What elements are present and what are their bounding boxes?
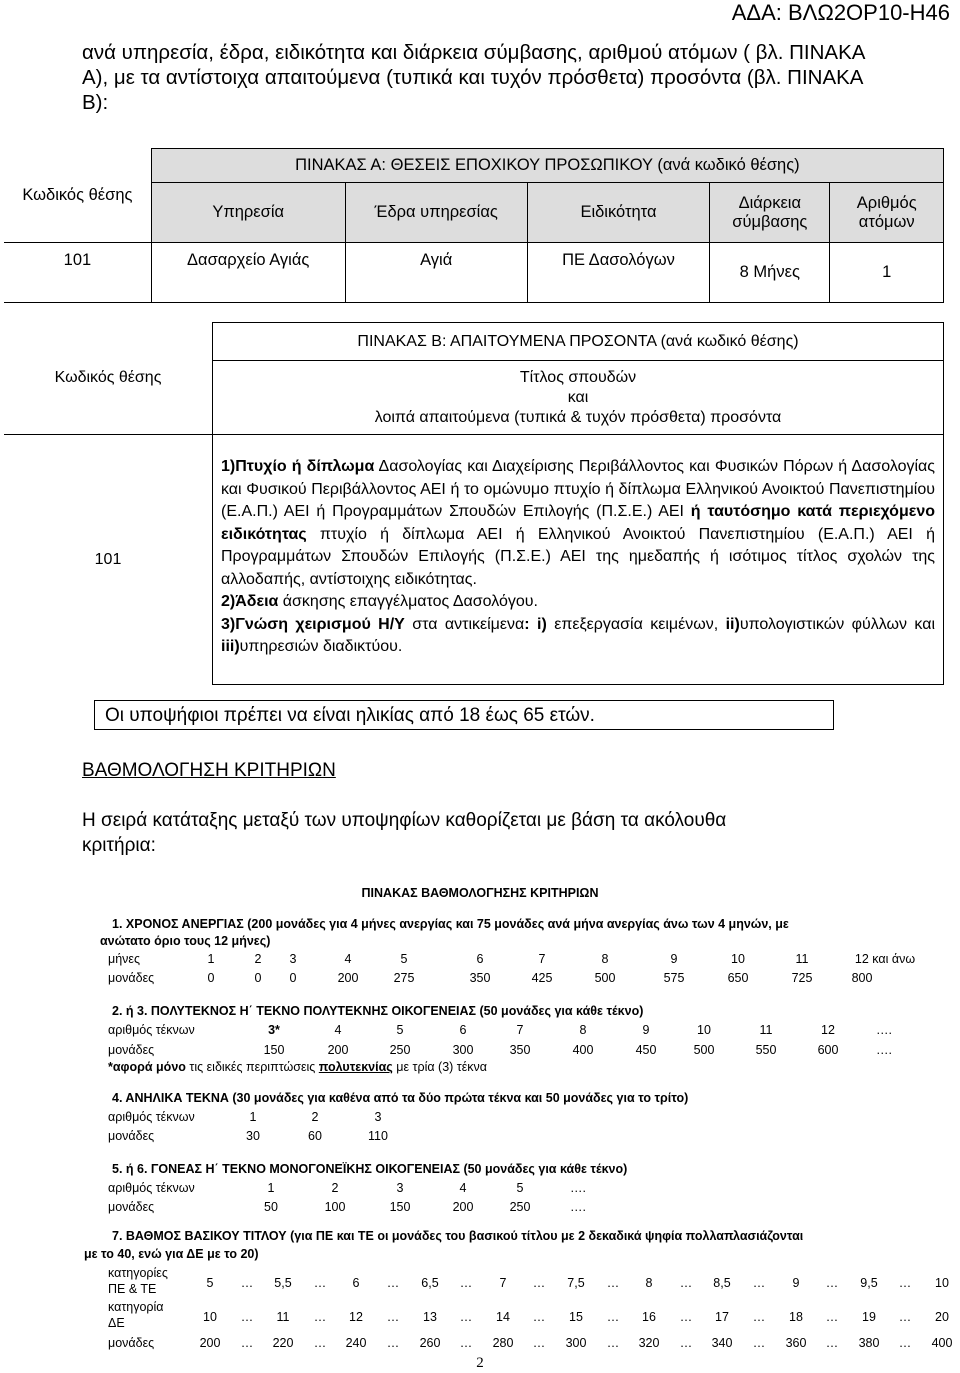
c2-children-cell: 7 <box>516 1023 524 1037</box>
c7-points-cell: … <box>752 1336 766 1350</box>
c2-note <box>108 1060 487 1074</box>
c2-children-cell: 12 <box>821 1023 835 1037</box>
c1-label-months: μήνες <box>108 952 141 966</box>
q3-text-a: στα αντικείμενα <box>404 615 525 633</box>
b-col-titles <box>213 361 944 435</box>
c1-points-cell: 350 <box>469 971 491 985</box>
c1-points-cell: 500 <box>594 971 616 985</box>
c7-points-cell: … <box>606 1336 620 1350</box>
c2-note-e: με τρία (3) τέκνα <box>392 1060 488 1074</box>
c1-points-cell: 275 <box>393 971 415 985</box>
c7-points-cell: … <box>459 1336 473 1350</box>
scoring-intro: Η σειρά κατάταξης μεταξύ των υποψηφίων καθορίζεται με βάση τα ακόλουθα κριτήρια: <box>82 810 727 856</box>
c1-points-cell: 0 <box>289 971 297 985</box>
c7-points-cell: 300 <box>565 1336 587 1350</box>
c1-points-cell: 800 <box>851 971 873 985</box>
c7-points-cell: … <box>240 1336 254 1350</box>
c7-label-de-1: κατηγορία <box>108 1300 164 1314</box>
c1-points-cell: 0 <box>254 971 262 985</box>
c1-months-cell: 7 <box>538 952 546 966</box>
c2-children-cell: 9 <box>642 1023 650 1037</box>
c4-points-cell: 110 <box>368 1129 388 1143</box>
c7-points-cell: 360 <box>785 1336 807 1350</box>
c5-children-cell: 1 <box>267 1181 275 1195</box>
c7-de-cell: … <box>240 1310 254 1324</box>
page-number: 2 <box>476 1355 484 1371</box>
c7-de-cell: 19 <box>862 1310 876 1324</box>
c7-de-cell: … <box>679 1310 693 1324</box>
qualifications-cell <box>213 435 944 685</box>
c2-points-cell: 150 <box>263 1043 285 1057</box>
c7-pe-cell: 5,5 <box>274 1276 292 1290</box>
c7-points-cell: … <box>679 1336 693 1350</box>
c2-children-cell: 11 <box>759 1023 773 1037</box>
q2-label: 2)Άδεια <box>221 593 279 611</box>
table-a <box>4 148 944 303</box>
c1-months-cell: 12 και άνω <box>854 952 916 966</box>
c7-de-cell: … <box>825 1310 839 1324</box>
c4-label-children: αριθμός τέκνων <box>108 1110 195 1124</box>
c5-points-cell: 200 <box>452 1200 474 1214</box>
c1-points-cell: 725 <box>791 971 813 985</box>
c7-pe-cell: … <box>240 1276 254 1290</box>
c2-children-cell: …. <box>876 1023 892 1037</box>
c7-pe-cell: 9,5 <box>860 1276 878 1290</box>
c7-de-cell: 20 <box>935 1310 949 1324</box>
c1-title-1: 1. ΧΡΟΝΟΣ ΑΝΕΡΓΙΑΣ (200 μονάδες για 4 μήνες ανεργίας και 75 μονάδες ανά μήνα ανεργίας άνω των 4 μηνών, με <box>112 917 789 931</box>
c1-title-2: ανώτατο όριο τους 12 μήνες) <box>100 934 271 948</box>
c4-children-cell: 1 <box>249 1110 257 1124</box>
c7-de-cell: 10 <box>203 1310 217 1324</box>
c2-label-points: μονάδες <box>108 1043 155 1057</box>
c7-de-cell: … <box>313 1310 327 1324</box>
c5-children-cell: 3 <box>396 1181 404 1195</box>
c7-de-cell: … <box>459 1310 473 1324</box>
c2-children-cell: 5 <box>396 1023 404 1037</box>
c5-children-cell: 5 <box>516 1181 524 1195</box>
q3-label: 3)Γνώση χειρισμού Η/Υ <box>221 615 405 633</box>
c7-de-cell: 15 <box>569 1310 583 1324</box>
b-row-code: 101 <box>4 435 213 685</box>
c7-points-cell: … <box>898 1336 912 1350</box>
c7-pe-cell: 7 <box>499 1276 507 1290</box>
c7-de-cell: 14 <box>496 1310 510 1324</box>
c2-points-cell: 300 <box>452 1043 474 1057</box>
row-seat: Αγιά <box>345 243 527 303</box>
c2-children-cell: 3* <box>268 1023 280 1037</box>
c5-label-children: αριθμός τέκνων <box>108 1181 195 1195</box>
c7-de-cell: 16 <box>642 1310 656 1324</box>
c7-pe-cell: 9 <box>792 1276 800 1290</box>
c7-points-cell: 200 <box>199 1336 221 1350</box>
col-seat: Έδρα υπηρεσίας <box>345 183 527 243</box>
c2-note-a: *αφορά <box>108 1060 157 1074</box>
c2-children-cell: 6 <box>459 1023 467 1037</box>
q1-text-a: Δασολογίας και Διαχείρισης Περιβάλλοντος και Φυσικών Πόρων ή Δασολογίας και Φυσικού Περιβάλλοντος ΑΕΙ ή το ομώνυμο πτυχίο ή δίπλωμα Ελληνικού Ανοικτού Πανεπιστημίου (Ε.Α.Π.) ΑΕΙ ή Προγραμμάτων Σπουδών Επιλογής (Π.Σ.Ε.) ΑΕΙ <box>221 458 935 521</box>
c1-months-cell: 2 <box>254 952 262 966</box>
c1-points-cell: 0 <box>207 971 215 985</box>
c7-de-cell: … <box>532 1310 546 1324</box>
c4-points-cell: 30 <box>246 1129 260 1143</box>
col-persons: Αριθμός ατόμων <box>830 183 944 243</box>
c7-pe-cell: … <box>386 1276 400 1290</box>
c7-points-cell: … <box>313 1336 327 1350</box>
c5-points-cell: 150 <box>389 1200 411 1214</box>
ada-code: ΑΔΑ: ΒΛΩ2ΟΡ10-Η46 <box>731 0 950 25</box>
c7-label-de-2: ΔΕ <box>108 1316 125 1330</box>
scoring-heading: ΒΑΘΜΟΛΟΓΗΣΗ ΚΡΙΤΗΡΙΩΝ <box>82 760 336 781</box>
c4-label-points: μονάδες <box>108 1129 155 1143</box>
c1-months-cell: 8 <box>601 952 609 966</box>
c7-points-cell: 340 <box>711 1336 733 1350</box>
c7-pe-cell: … <box>898 1276 912 1290</box>
b-col-title-3: λοιπά απαιτούμενα (τυπικά & τυχόν πρόσθετα) προσόντα <box>374 408 782 426</box>
c2-children-cell: 4 <box>334 1023 342 1037</box>
c2-points-cell: 500 <box>693 1043 715 1057</box>
c7-de-cell: 13 <box>423 1310 437 1324</box>
c1-months-cell: 3 <box>289 952 297 966</box>
c7-points-cell: … <box>532 1336 546 1350</box>
table-a-title: ΠΙΝΑΚΑΣ Α: ΘΕΣΕΙΣ ΕΠΟΧΙΚΟΥ ΠΡΟΣΩΠΙΚΟΥ (ανά κωδικό θέσης) <box>151 149 943 183</box>
c7-de-cell: … <box>606 1310 620 1324</box>
c7-de-cell: … <box>898 1310 912 1324</box>
b-col-title-2: και <box>567 388 589 406</box>
c7-points-cell: … <box>386 1336 400 1350</box>
c7-points-cell: 320 <box>638 1336 660 1350</box>
c1-months-cell: 10 <box>731 952 745 966</box>
c7-title-1: 7. ΒΑΘΜΟΣ ΒΑΣΙΚΟΥ ΤΙΤΛΟΥ (για ΠΕ και ΤΕ οι μονάδες του βασικού τίτλου με 2 δεκαδικά ψηφία πολλαπλασιάζονται <box>112 1229 804 1243</box>
c2-note-c: τις ειδικές περιπτώσεις <box>185 1060 319 1074</box>
c7-pe-cell: … <box>825 1276 839 1290</box>
c4-points-cell: 60 <box>308 1129 322 1143</box>
c7-pe-cell: 6 <box>352 1276 360 1290</box>
c7-pe-cell: … <box>313 1276 327 1290</box>
c5-points-cell: …. <box>570 1200 586 1214</box>
c7-pe-cell: … <box>679 1276 693 1290</box>
c1-months-cell: 4 <box>344 952 352 966</box>
intro-paragraph: ανά υπηρεσία, έδρα, ειδικότητα και διάρκεια σύμβασης, αριθμού ατόμων ( βλ. ΠΙΝΑΚΑ Α), με τα αντίστοιχα απαιτούμενα (τυπικά και τυχόν πρόσθετα) προσόντα (βλ. ΠΙΝΑΚΑ Β): <box>82 41 865 114</box>
row-specialty: ΠΕ Δασολόγων <box>527 243 709 303</box>
c1-months-cell: 6 <box>476 952 484 966</box>
c2-note-d: πολυτεκνίας <box>318 1060 393 1074</box>
table-b-title: ΠΙΝΑΚΑΣ Β: ΑΠΑΙΤΟΥΜΕΝΑ ΠΡΟΣΟΝΤΑ (ανά κωδικό θέσης) <box>213 323 944 361</box>
q3-iii: iii) <box>221 638 240 656</box>
c2-children-cell: 8 <box>579 1023 587 1037</box>
row-duration: 8 Μήνες <box>710 243 830 303</box>
c7-pe-cell: 8 <box>645 1276 653 1290</box>
c2-points-cell: …. <box>876 1043 892 1057</box>
c7-pe-cell: 5 <box>206 1276 214 1290</box>
col-duration: Διάρκεια σύμβασης <box>710 183 830 243</box>
c7-label-pe-2: ΠΕ & ΤΕ <box>108 1282 157 1296</box>
c4-title: 4. ΑΝΗΛΙΚΑ ΤΕΚΝΑ (30 μονάδες για καθένα από τα δύο πρώτα τέκνα και 50 μονάδες για το τρίτο) <box>112 1091 689 1105</box>
c1-label-points: μονάδες <box>108 971 155 985</box>
c7-pe-cell: 7,5 <box>567 1276 585 1290</box>
c1-points-cell: 425 <box>531 971 553 985</box>
c1-points-cell: 200 <box>337 971 359 985</box>
col-service: Υπηρεσία <box>151 183 345 243</box>
qualification-3 <box>221 614 935 659</box>
c2-points-cell: 350 <box>509 1043 531 1057</box>
c7-points-cell: … <box>825 1336 839 1350</box>
c7-points-cell: 260 <box>419 1336 441 1350</box>
c2-title: 2. ή 3. ΠΟΛΥΤΕΚΝΟΣ Η΄ ΤΕΚΝΟ ΠΟΛΥΤΕΚΝΗΣ ΟΙΚΟΓΕΝΕΙΑΣ (50 μονάδες για κάθε τέκνο) <box>112 1004 644 1018</box>
c7-pe-cell: 8,5 <box>713 1276 731 1290</box>
c1-months-cell: 9 <box>670 952 678 966</box>
qualification-1 <box>221 456 935 591</box>
c1-points-cell: 650 <box>727 971 749 985</box>
c1-months-cell: 1 <box>207 952 215 966</box>
col-code: Κωδικός θέσης <box>4 149 151 243</box>
c7-title-2: με το 40, ενώ για ΔΕ με το 20) <box>84 1247 259 1261</box>
qualification-2 <box>221 591 935 614</box>
c7-de-cell: 11 <box>276 1310 290 1324</box>
criteria-title: ΠΙΝΑΚΑΣ ΒΑΘΜΟΛΟΓΗΣΗΣ ΚΡΙΤΗΡΙΩΝ <box>361 886 599 900</box>
c7-pe-cell: … <box>752 1276 766 1290</box>
c5-points-cell: 250 <box>509 1200 531 1214</box>
q1-text-b: πτυχίο ή δίπλωμα ΑΕΙ ή Ελληνικού Ανοικτού Πανεπιστημίου (Ε.Α.Π.) ΑΕΙ ή Προγραμμάτων Σπουδών Επιλογής (Π.Σ.Ε.) ΑΕΙ της ημεδαπής ή ισότιμος τίτλος σχολών της αλλοδαπής, αντίστοιχης ειδικότητας. <box>221 525 935 588</box>
c7-de-cell: … <box>752 1310 766 1324</box>
c2-points-cell: 200 <box>327 1043 349 1057</box>
c2-points-cell: 250 <box>389 1043 411 1057</box>
c1-months-cell: 5 <box>400 952 408 966</box>
c5-label-points: μονάδες <box>108 1200 155 1214</box>
c7-points-cell: 280 <box>492 1336 514 1350</box>
q1-bold: ή ταυτόσημο κατά περιεχόμενο ειδικότητας <box>221 503 936 543</box>
c7-de-cell: 18 <box>789 1310 803 1324</box>
c7-pe-cell: … <box>532 1276 546 1290</box>
c2-points-cell: 600 <box>817 1043 839 1057</box>
q3-i: : i) <box>524 615 547 633</box>
c5-title: 5. ή 6. ΓΟΝΕΑΣ Η΄ ΤΕΚΝΟ ΜΟΝΟΓΟΝΕΪΚΗΣ ΟΙΚΟΓΕΝΕΙΑΣ (50 μονάδες για κάθε τέκνο) <box>112 1162 628 1176</box>
b-col-title-1: Τίτλος σπουδών <box>519 368 637 386</box>
q1-label: 1)Πτυχίο ή δίπλωμα <box>221 458 375 476</box>
c2-points-cell: 550 <box>755 1043 777 1057</box>
c2-label-children: αριθμός τέκνων <box>108 1023 195 1037</box>
q3-text-c: υπολογιστικών φύλλων και <box>739 615 936 633</box>
c7-de-cell: 17 <box>715 1310 729 1324</box>
c7-points-cell: 380 <box>858 1336 880 1350</box>
c7-pe-cell: … <box>459 1276 473 1290</box>
c7-de-cell: … <box>386 1310 400 1324</box>
c5-points-cell: 50 <box>264 1200 278 1214</box>
c2-note-b: μόνο <box>156 1060 186 1074</box>
c5-children-cell: 2 <box>331 1181 339 1195</box>
q3-text-d: υπηρεσιών διαδικτύου. <box>239 638 403 656</box>
age-note: Οι υποψήφιοι πρέπει να είναι ηλικίας από 18 έως 65 ετών. <box>94 700 834 730</box>
row-service: Δασαρχείο Αγιάς <box>151 243 345 303</box>
q2-text: άσκησης επαγγέλματος Δασολόγου. <box>278 593 538 611</box>
c2-points-cell: 400 <box>572 1043 594 1057</box>
row-persons: 1 <box>830 243 944 303</box>
col-specialty: Ειδικότητα <box>527 183 709 243</box>
q3-ii: ii) <box>725 615 740 633</box>
c7-points-cell: 220 <box>272 1336 294 1350</box>
c5-points-cell: 100 <box>324 1200 346 1214</box>
c7-label-pe-1: κατηγορίες <box>108 1266 168 1280</box>
c1-months-cell: 11 <box>795 952 809 966</box>
q3-text-b: επεξεργασία κειμένων, <box>546 615 726 633</box>
c2-points-cell: 450 <box>635 1043 657 1057</box>
c1-points-cell: 575 <box>663 971 685 985</box>
c2-children-cell: 10 <box>697 1023 711 1037</box>
row-code: 101 <box>4 243 151 303</box>
c7-de-cell: 12 <box>349 1310 363 1324</box>
table-b <box>4 322 944 685</box>
c7-points-cell: 240 <box>345 1336 367 1350</box>
c7-pe-cell: 10 <box>935 1276 949 1290</box>
c7-pe-cell: … <box>606 1276 620 1290</box>
c7-points-cell: 400 <box>931 1336 953 1350</box>
c4-children-cell: 2 <box>311 1110 319 1124</box>
c7-pe-cell: 6,5 <box>421 1276 439 1290</box>
c7-label-points: μονάδες <box>108 1336 155 1350</box>
c5-children-cell: 4 <box>459 1181 467 1195</box>
c4-children-cell: 3 <box>374 1110 382 1124</box>
b-col-code: Κωδικός θέσης <box>4 323 213 435</box>
c5-children-cell: …. <box>570 1181 586 1195</box>
